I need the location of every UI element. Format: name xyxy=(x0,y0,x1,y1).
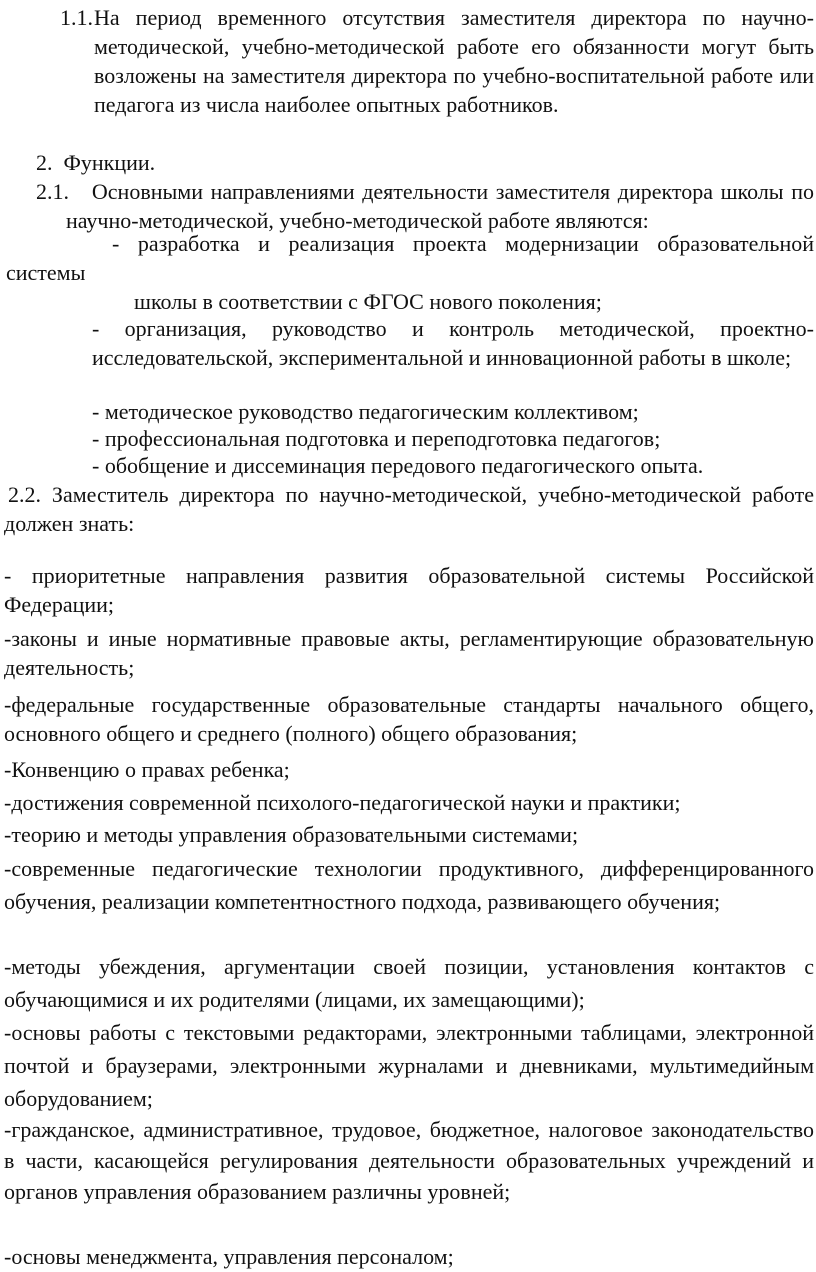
function-item-2: - организация, руководство и контроль методической, проектно-исследовательской, экспериментальной и инновационной работы в школе; xyxy=(92,316,814,370)
paragraph-2-2: 2.2. Заместитель директора по научно-методической, учебно-методической работе должен знать: xyxy=(4,482,814,536)
paragraph-1-1-number: 1.1. xyxy=(60,5,93,30)
section-2-title: Функции. xyxy=(63,150,156,175)
knowledge-item-9: -основы работы с текстовыми редакторами, электронными таблицами, электронной почтой и браузерами, электронными журналами и дневниками, мультимедийным оборудованием; xyxy=(4,1020,814,1111)
knowledge-item-2: -законы и иные нормативные правовые акты, регламентирующие образовательную деятельность; xyxy=(4,626,814,680)
function-item-3: - методическое руководство педагогическим коллективом; xyxy=(92,399,639,424)
knowledge-item-11: -основы менеджмента, управления персоналом; xyxy=(4,1244,454,1269)
function-item-4: - профессиональная подготовка и переподготовка педагогов; xyxy=(92,426,661,451)
paragraph-2-1-number: 2.1. xyxy=(36,179,69,204)
knowledge-item-10: -гражданское, административное, трудовое, бюджетное, налоговое законодательство в части, касающейся регулирования деятельности образовательных учреждений и органов управления образованием различны уровней; xyxy=(4,1117,814,1204)
function-item-5: - обобщение и диссеминация передового педагогического опыта. xyxy=(92,453,704,478)
knowledge-item-1: - приоритетные направления развития образовательной системы Российской Федерации; xyxy=(4,563,814,617)
section-2-number: 2. xyxy=(36,150,53,175)
knowledge-item-4: -Конвенцию о правах ребенка; xyxy=(4,757,290,782)
knowledge-item-5: -достижения современной психолого-педагогической науки и практики; xyxy=(4,790,681,815)
knowledge-item-6: -теорию и методы управления образовательными системами; xyxy=(4,822,579,847)
section-2-heading xyxy=(36,148,796,177)
knowledge-item-7: -современные педагогические технологии продуктивного, дифференцированного обучения, реализации компетентностного подхода, развивающего обучения; xyxy=(4,856,814,914)
paragraph-2-1-text: Основными направлениями деятельности заместителя директора школы по научно-методической, учебно-методической работе являются: xyxy=(66,179,814,233)
paragraph-1-1-text: На период временного отсутствия заместителя директора по научно-методической, учебно-методической работе его обязанности могут быть возложены на заместителя директора по учебно-воспитательной работе или педагога из числа наиболее опытных работников. xyxy=(94,5,814,117)
knowledge-item-3: -федеральные государственные образовательные стандарты начального общего, основного общего и среднего (полного) общего образования; xyxy=(4,692,814,746)
paragraph-2-1 xyxy=(36,177,814,235)
paragraph-1-1 xyxy=(60,3,814,119)
function-item-1a: - разработка и реализация проекта модернизации образовательной системы xyxy=(6,231,814,285)
function-item-1b: школы в соответствии с ФГОС нового поколения; xyxy=(134,289,602,314)
knowledge-item-8: -методы убеждения, аргументации своей позиции, установления контактов с обучающимися и их родителями (лицами, их замещающими); xyxy=(4,954,814,1012)
